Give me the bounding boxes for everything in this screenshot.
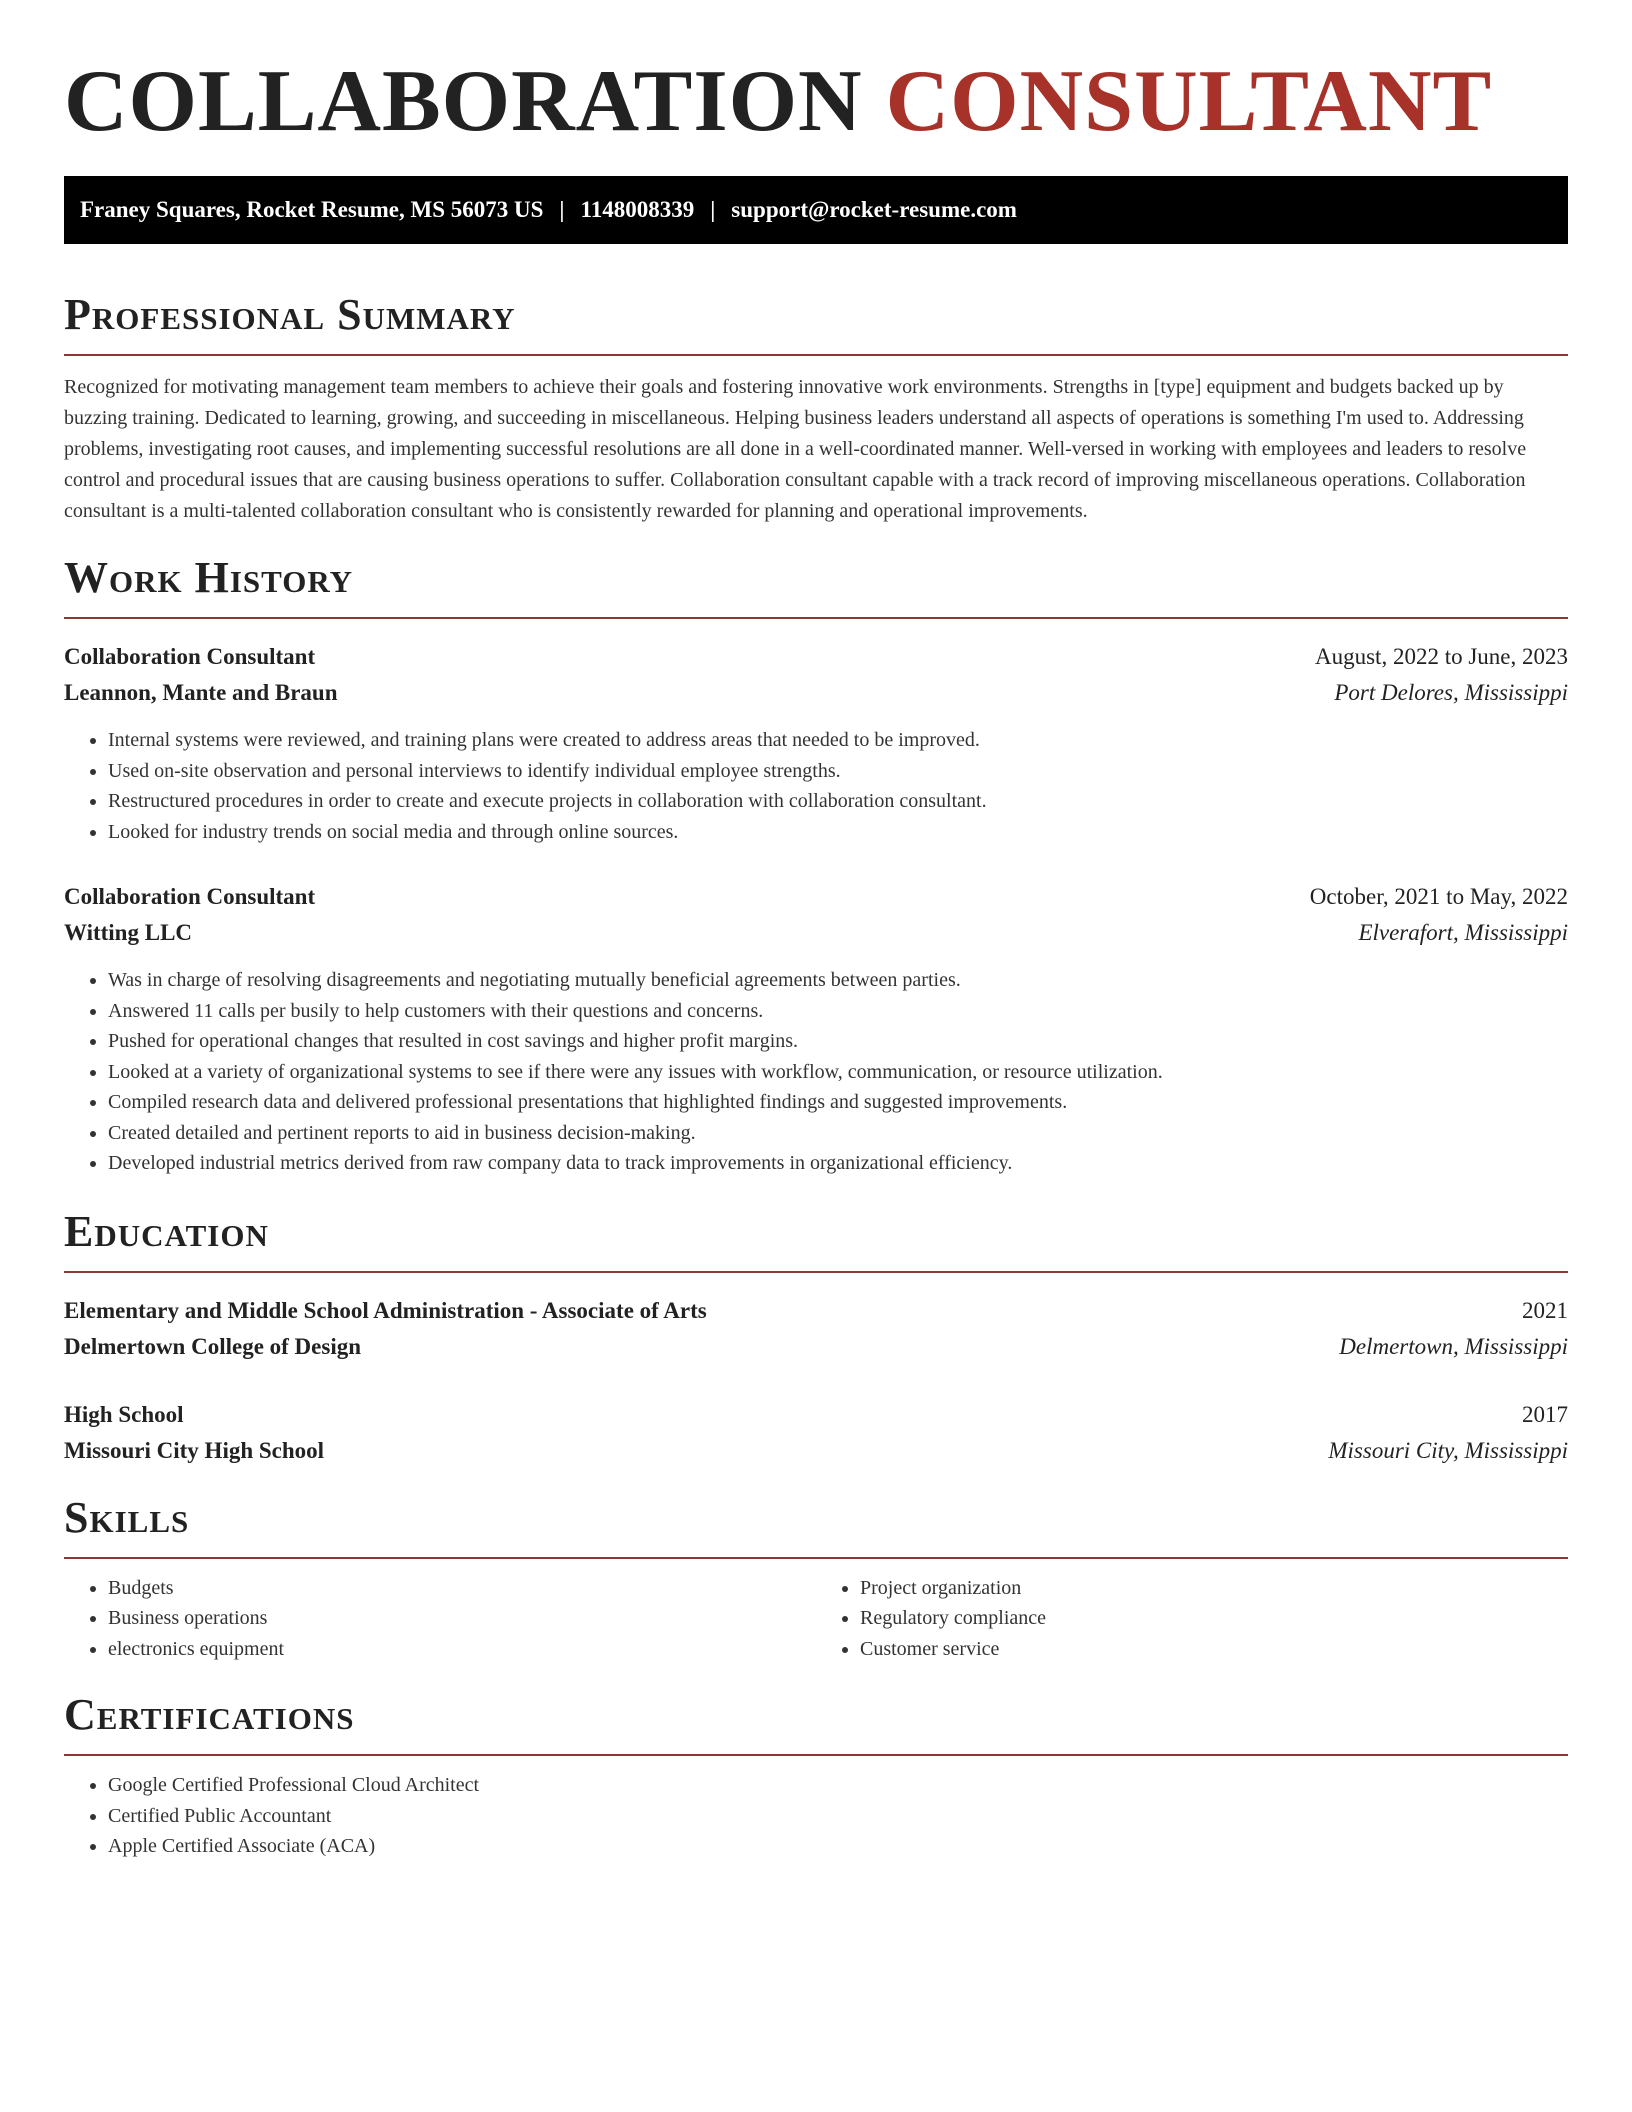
skill-item: • electronics equipment — [108, 1634, 816, 1665]
contact-separator: | — [559, 197, 565, 222]
job-location: Port Delores, Mississippi — [1334, 680, 1568, 705]
job-bullet: • Restructured procedures in order to create and execute projects in collaboration with collaboration consultant. — [108, 786, 1568, 817]
job-bullet: • Answered 11 calls per busily to help customers with their questions and concerns. — [108, 996, 1568, 1027]
job-bullet: • Looked at a variety of organizational systems to see if there were any issues with workflow, communication, or resource utilization. — [108, 1057, 1568, 1088]
job-bullet: • Developed industrial metrics derived from raw company data to track improvements in organizational efficiency. — [108, 1148, 1568, 1179]
job-bullet: • Created detailed and pertinent reports to aid in business decision-making. — [108, 1118, 1568, 1149]
certification-item: • Apple Certified Associate (ACA) — [108, 1831, 1568, 1862]
education-location: Delmertown, Mississippi — [1339, 1333, 1568, 1359]
job-bullet: • Internal systems were reviewed, and training plans were created to address areas that needed to be improved. — [108, 725, 1568, 756]
skills-columns — [64, 1573, 1568, 1665]
education-school: Missouri City High School — [64, 1437, 325, 1463]
job-entry — [64, 639, 1568, 847]
job-bullets — [64, 725, 1568, 847]
page-title — [64, 53, 1568, 150]
job-title: Collaboration Consultant — [64, 644, 316, 669]
certifications-list — [64, 1770, 1568, 1862]
education-entry — [64, 1397, 1568, 1469]
job-location: Elverafort, Mississippi — [1358, 920, 1568, 945]
section-heading-work-history: Work History — [64, 553, 1568, 619]
section-heading-education: Education — [64, 1207, 1568, 1273]
education-year: 2017 — [1522, 1401, 1568, 1427]
contact-address: Franey Squares, Rocket Resume, MS 56073 US — [80, 197, 544, 222]
job-bullets — [64, 965, 1568, 1179]
skill-item: • Budgets — [108, 1573, 816, 1604]
skill-item: • Customer service — [860, 1634, 1568, 1665]
education-location: Missouri City, Mississippi — [1328, 1437, 1568, 1463]
section-heading-summary: Professional Summary — [64, 290, 1568, 356]
certification-item: • Certified Public Accountant — [108, 1801, 1568, 1832]
job-bullet: • Used on-site observation and personal interviews to identify individual employee strengths. — [108, 756, 1568, 787]
job-bullet: • Compiled research data and delivered professional presentations that highlighted findings and suggested improvements. — [108, 1087, 1568, 1118]
skills-list-left — [64, 1573, 816, 1665]
skill-item: • Project organization — [860, 1573, 1568, 1604]
job-dates: August, 2022 to June, 2023 — [1315, 644, 1568, 669]
certification-item: • Google Certified Professional Cloud Architect — [108, 1770, 1568, 1801]
job-company: Leannon, Mante and Braun — [64, 680, 338, 705]
job-title: Collaboration Consultant — [64, 884, 316, 909]
job-entry — [64, 879, 1568, 1179]
skill-item: • Business operations — [108, 1603, 816, 1634]
education-degree: High School — [64, 1401, 184, 1427]
contact-separator: | — [710, 197, 716, 222]
contact-email: support@rocket-resume.com — [731, 197, 1017, 222]
education-entry — [64, 1293, 1568, 1365]
job-bullet: • Pushed for operational changes that resulted in cost savings and higher profit margins. — [108, 1026, 1568, 1057]
skills-list-right — [816, 1573, 1568, 1665]
job-company: Witting LLC — [64, 920, 193, 945]
resume-page — [64, 53, 1568, 1862]
contact-bar — [64, 176, 1568, 244]
job-bullet: • Looked for industry trends on social media and through online sources. — [108, 817, 1568, 848]
education-school: Delmertown College of Design — [64, 1333, 362, 1359]
job-dates: October, 2021 to May, 2022 — [1309, 884, 1568, 909]
section-heading-skills: Skills — [64, 1493, 1568, 1559]
title-primary: COLLABORATION — [64, 53, 863, 150]
education-year: 2021 — [1522, 1297, 1568, 1323]
contact-phone: 1148008339 — [580, 197, 695, 222]
title-accent: CONSULTANT — [885, 53, 1493, 150]
job-bullet: • Was in charge of resolving disagreements and negotiating mutually beneficial agreements between parties. — [108, 965, 1568, 996]
skill-item: • Regulatory compliance — [860, 1603, 1568, 1634]
section-heading-certifications: Certifications — [64, 1690, 1568, 1756]
education-degree: Elementary and Middle School Administration - Associate of Arts — [64, 1297, 707, 1323]
summary-text: Recognized for motivating management team members to achieve their goals and fostering innovative work environments. Strengths in [type] equipment and budgets backed up by buzzing training. Dedicated to learning, growing, and succeeding in miscellaneous. Helping business leaders understand all aspects of operations is something I'm used to. Addressing problems, investigating root causes, and implementing successful resolutions are all done in a well-coordinated manner. Well-versed in working with employees and leaders to resolve control and procedural issues that are causing business operations to suffer. Collaboration consultant capable with a track record of improving miscellaneous operations. Collaboration consultant is a multi-talented collaboration consultant who is consistently rewarded for planning and operational improvements. — [64, 376, 1527, 522]
